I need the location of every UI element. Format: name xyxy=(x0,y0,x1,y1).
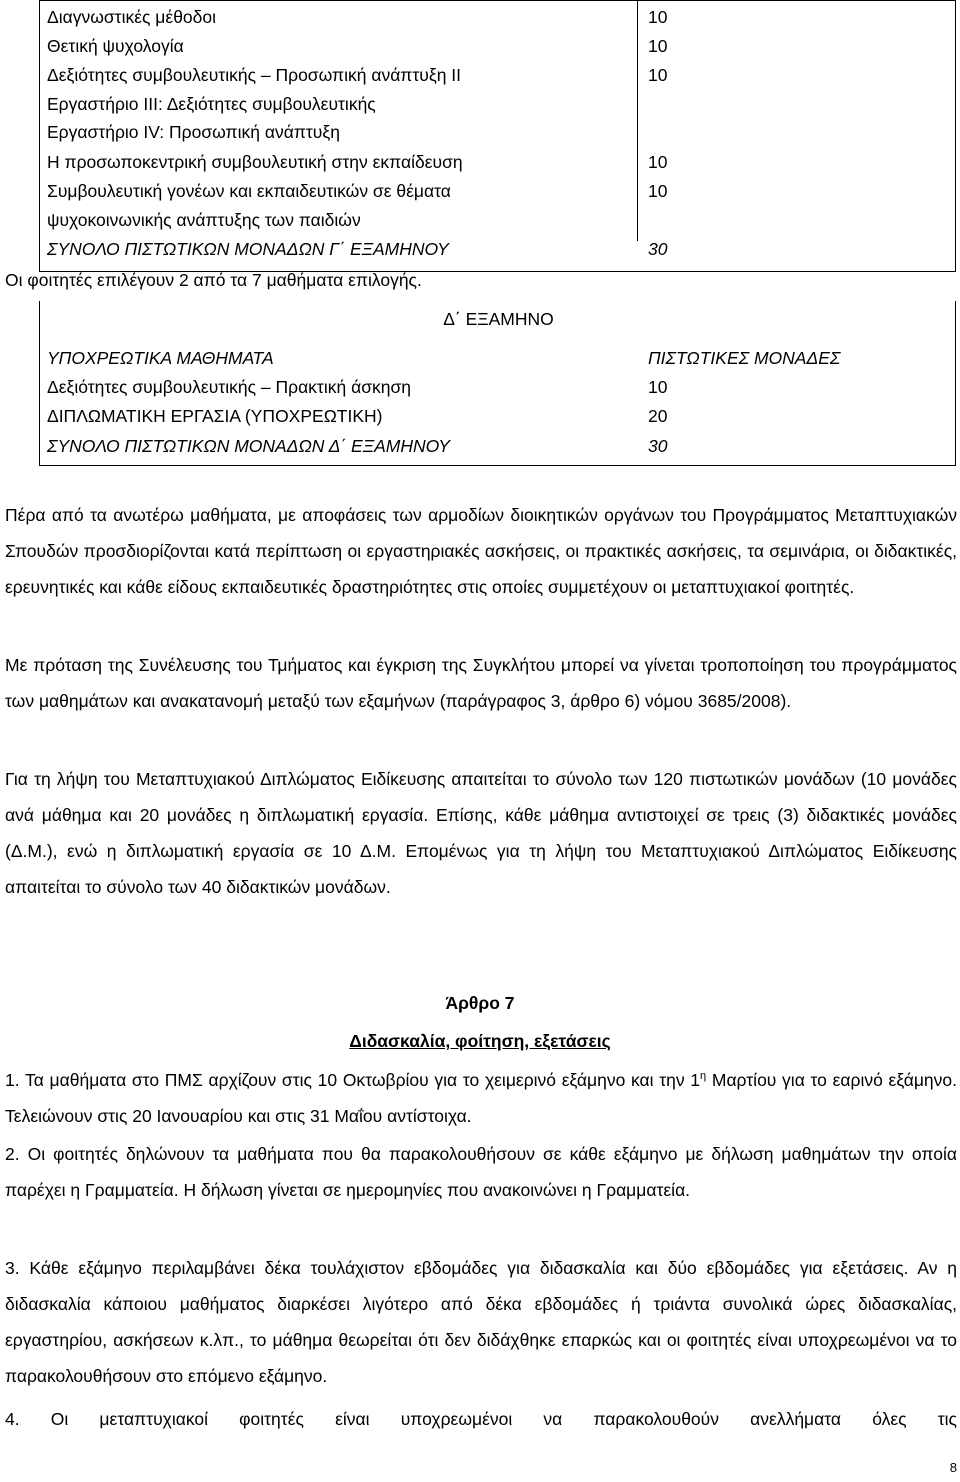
course-credits: 10 xyxy=(648,65,668,85)
item-text: 4. Οι μεταπτυχιακοί φοιτητές είναι υποχρεωμένοι να παρακολουθούν ανελλήματα όλες τις xyxy=(5,1409,957,1429)
paragraph-program-modification xyxy=(5,647,957,719)
header-credit-units: ΠΙΣΤΩΤΙΚΕΣ ΜΟΝΑΔΕΣ xyxy=(648,348,841,368)
course-credits: 10 xyxy=(648,181,668,201)
course-name: Συμβουλευτική γονέων και εκπαιδευτικών σε θέματα xyxy=(47,181,451,201)
course-name: Εργαστήριο ΙΙΙ: Δεξιότητες συμβουλευτικής xyxy=(47,94,376,114)
course-credits: 10 xyxy=(648,36,668,56)
paragraph-text: Για τη λήψη του Μεταπτυχιακού Διπλώματος Ειδίκευσης απαιτείται το σύνολο των 120 πιστωτικών μονάδων (10 μονάδες ανά μάθημα και 20 μονάδες η διπλωματική εργασία. Επίσης, κάθε μάθημα αντιστοιχεί σε τρεις (3) διδακτικές μονάδες (Δ.Μ.), ενώ η διπλωματική εργασία σε 10 Δ.Μ. Επομένως για τη λήψη του Μεταπτυχιακού Διπλώματος Ειδίκευσης απαιτείται το σύνολο των 40 διδακτικών μονάδων. xyxy=(5,769,957,897)
paragraph-text: Με πρόταση της Συνέλευσης του Τμήματος και έγκριση της Συγκλήτου μπορεί να γίνεται τροποποίηση του προγράμματος των μαθημάτων και ανακατανομή μεταξύ των εξαμήνων (παράγραφος 3, άρθρο 6) νόμου 3685/2008). xyxy=(5,655,957,711)
course-credits: 10 xyxy=(648,377,668,397)
item-text: 3. Κάθε εξάμηνο περιλαμβάνει δέκα τουλάχιστον εβδομάδες για διδασκαλία και δύο εβδομάδες για εξετάσεις. Αν η διδασκαλία κάποιου μαθήματος διαρκέσει λιγότερο από δέκα εβδομάδες ή τριάντα συνολικά ώρες διδασκαλίας, εργαστηρίου, ασκήσεων κ.λπ., το μάθημα θεωρείται ότι δεν διδάχθηκε επαρκώς και οι φοιτητές είναι υποχρεωμένοι να το παρακολουθήσουν στο επόμενο εξάμηνο. xyxy=(5,1258,957,1386)
paragraph-credit-requirements xyxy=(5,761,957,905)
total-label: ΣΥΝΟΛΟ ΠΙΣΤΩΤΙΚΩΝ ΜΟΝΑΔΩΝ Γ΄ ΕΞΑΜΗΝΟΥ xyxy=(47,239,449,259)
course-name: ψυχοκοινωνικής ανάπτυξης των παιδιών xyxy=(47,210,361,230)
article-number: Άρθρο 7 xyxy=(445,993,515,1013)
header-mandatory-courses: ΥΠΟΧΡΕΩΤΙΚΑ ΜΑΘΗΜΑΤΑ xyxy=(47,348,274,368)
item-text: 2. Οι φοιτητές δηλώνουν τα μαθήματα που θα παρακολουθήσουν σε κάθε εξάμηνο με δήλωση μαθημάτων την οποία παρέχει η Γραμματεία. Η δήλωση γίνεται σε ημερομηνίες που ανακοινώνει η Γραμματεία. xyxy=(5,1144,957,1200)
item-2 xyxy=(5,1136,957,1208)
total-credits: 30 xyxy=(648,239,668,259)
course-credits: 10 xyxy=(648,7,668,27)
paragraph-extra-activities xyxy=(5,497,957,605)
course-name: Διαγνωστικές μέθοδοι xyxy=(47,7,217,27)
course-name: Δεξιότητες συμβουλευτικής – Πρακτική άσκηση xyxy=(47,377,412,397)
course-name: ΔΙΠΛΩΜΑΤΙΚΗ ΕΡΓΑΣΙΑ (ΥΠΟΧΡΕΩΤΙΚΗ) xyxy=(47,406,383,426)
course-name: Θετική ψυχολογία xyxy=(47,36,184,56)
semester-heading: Δ΄ ΕΞΑΜΗΝΟ xyxy=(443,309,554,329)
page-number: 8 xyxy=(949,1460,957,1475)
table-divider xyxy=(637,1,638,241)
course-credits: 10 xyxy=(648,152,668,172)
total-label: ΣΥΝΟΛΟ ΠΙΣΤΩΤΙΚΩΝ ΜΟΝΑΔΩΝ Δ΄ ΕΞΑΜΗΝΟΥ xyxy=(47,436,450,456)
note-text: Οι φοιτητές επιλέγουν 2 από τα 7 μαθήματα επιλογής. xyxy=(5,270,422,290)
item-1-part-b: Μαρτίου για το εαρινό εξάμηνο. Τελειώνουν στις 20 Ιανουαρίου και στις 31 Μαΐου αντίστοιχα. xyxy=(5,1070,957,1126)
course-name: Η προσωποκεντρική συμβουλευτική στην εκπαίδευση xyxy=(47,152,463,172)
paragraph-text: Πέρα από τα ανωτέρω μαθήματα, με αποφάσεις των αρμοδίων διοικητικών οργάνων του Προγράμματος Μεταπτυχιακών Σπουδών προσδιορίζονται κατά περίπτωση οι εργαστηριακές ασκήσεις, οι πρακτικές ασκήσεις, τα σεμινάρια, οι διδακτικές, ερευνητικές και κάθε είδους εκπαιδευτικές δραστηριότητες στις οποίες συμμετέχουν οι μεταπτυχιακοί φοιτητές. xyxy=(5,505,957,597)
item-text xyxy=(5,1062,957,1134)
ordinal-superscript: η xyxy=(700,1070,707,1083)
course-name: Εργαστήριο ΙV: Προσωπική ανάπτυξη xyxy=(47,122,340,142)
item-1-part-a: 1. Τα μαθήματα στο ΠΜΣ αρχίζουν στις 10 Οκτωβρίου για το χειμερινό εξάμηνο και την 1 xyxy=(5,1070,701,1090)
course-name: Δεξιότητες συμβουλευτικής – Προσωπική ανάπτυξη ΙΙ xyxy=(47,65,462,85)
article-title: Διδασκαλία, φοίτηση, εξετάσεις xyxy=(349,1031,611,1051)
item-4 xyxy=(5,1401,957,1437)
total-credits: 30 xyxy=(648,436,668,456)
course-credits: 20 xyxy=(648,406,668,426)
item-3 xyxy=(5,1250,957,1394)
item-1 xyxy=(5,1062,957,1134)
